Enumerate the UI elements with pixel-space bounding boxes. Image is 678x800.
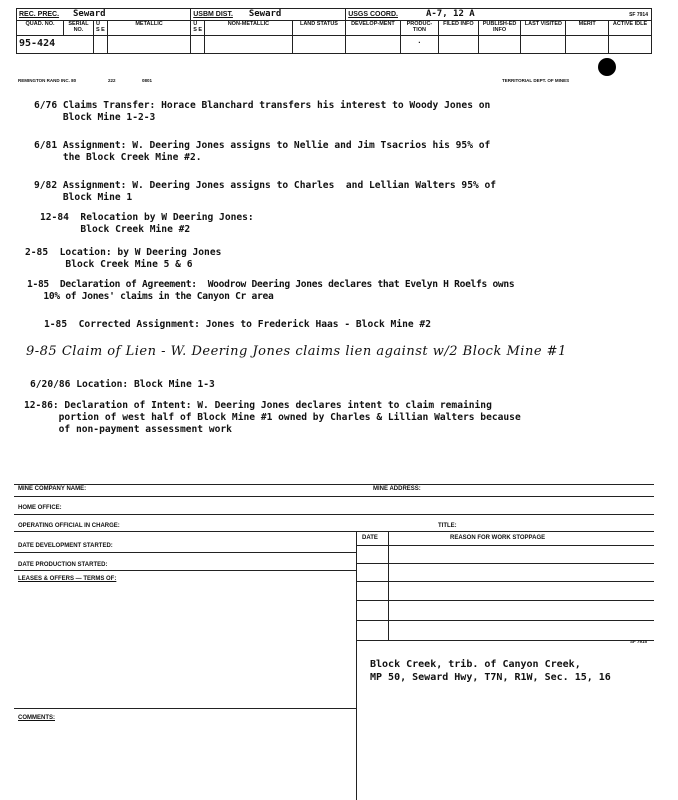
col-use-1: U S E	[93, 21, 107, 36]
col-nonmetallic: NON-METALLIC	[205, 21, 293, 36]
entry-12-84: 12-84 Relocation by W Deering Jones: Block Creek Mine #2	[40, 212, 254, 235]
location-description: Block Creek, trib. of Canyon Creek, MP 50, Seward Hwy, T7N, R1W, Sec. 15, 16	[370, 659, 611, 683]
usbm-dist-cell	[191, 9, 346, 21]
entry-6-81: 6/81 Assignment: W. Deering Jones assigns to Nellie and Jim Tsacrios his 95% of the Block Creek Mine #2.	[34, 140, 491, 163]
date-development-label: DATE DEVELOPMENT STARTED:	[18, 543, 113, 549]
ink-blot	[598, 58, 616, 76]
col-metallic: METALLIC	[107, 21, 190, 36]
col-active-idle: ACTIVE IDLE	[609, 21, 652, 36]
rec-prec-label: REC. PREC.	[19, 11, 60, 18]
rec-prec-value: Seward	[73, 9, 106, 19]
date-col-label: DATE	[362, 535, 378, 541]
comments-label: COMMENTS:	[18, 715, 55, 721]
entry-12-86: 12-86: Declaration of Intent: W. Deering Jones declares intent to claim remaining portion of west half of Block Mine #1 owned by Charles & Lillian Walters because of non-payment assessment work	[24, 400, 521, 435]
col-production: PRODUC-TION	[400, 21, 438, 36]
col-development: DEVELOP-MENT	[346, 21, 401, 36]
usgs-coord-value: A-7, 12 A	[425, 9, 475, 19]
usbm-dist-label: USBM DIST.	[193, 11, 233, 18]
col-serial: SERIAL NO.	[64, 21, 94, 36]
rec-prec-cell	[17, 9, 191, 21]
col-last-visited: LAST VISITED	[521, 21, 566, 36]
imprint-mid1: 222	[108, 78, 116, 83]
operating-official-label: OPERATING OFFICIAL IN CHARGE:	[18, 523, 120, 529]
form-id-2: SF 7915	[630, 639, 648, 644]
col-published-info: PUBLISH-ED INFO	[478, 21, 521, 36]
header-table: REC. PREC. Seward USBM DIST. Seward USGS COORD. A-7, 12 A SF 7914 QUAD. NO. SERIAL NO. U S E METALLIC U S E NON-METALLIC LAND STATUS DEVELOP-MENT PRODUC-TION FILED INFO PUBLISH-ED INFO LAST VISITED MERIT ACTIVE IDLE 95-424 .	[16, 8, 652, 54]
form-top-line	[14, 484, 654, 485]
quad-value-cell	[17, 36, 94, 54]
usbm-dist-value: Seward	[248, 9, 282, 19]
imprint-left: REMINGTON RAND INC. 80	[18, 78, 77, 83]
leases-label: LEASES & OFFERS — TERMS OF:	[18, 576, 117, 582]
entry-1-85-agreement: 1-85 Declaration of Agreement: Woodrow Deering Jones declares that Evelyn H Roelfs owns 10% of Jones' claims in the Canyon Cr area	[27, 279, 515, 302]
imprint-right: TERRITORIAL DEPT. OF MINES	[502, 78, 570, 83]
col-land-status: LAND STATUS	[292, 21, 345, 36]
entry-9-82: 9/82 Assignment: W. Deering Jones assigns to Charles and Lellian Walters 95% of Block Mine 1	[34, 180, 497, 203]
entry-6-76: 6/76 Claims Transfer: Horace Blanchard transfers his interest to Woody Jones on Block Mine 1-2-3	[34, 100, 491, 123]
mine-address-label: MINE ADDRESS:	[373, 486, 421, 492]
col-use-2: U S E	[191, 21, 205, 36]
entry-1-85-corrected: 1-85 Corrected Assignment: Jones to Frederick Haas - Block Mine #2	[44, 319, 431, 330]
col-quad: QUAD. NO.	[17, 21, 64, 36]
mine-company-label: MINE COMPANY NAME:	[18, 486, 87, 492]
form-id: SF 7914	[629, 12, 648, 18]
col-merit: MERIT	[566, 21, 609, 36]
col-filed-info: FILED INFO	[439, 21, 479, 36]
home-office-label: HOME OFFICE:	[18, 505, 62, 511]
active-idle-mark-cell	[609, 36, 652, 54]
handwritten-claim-of-lien: 9-85 Claim of Lien - W. Deering Jones claims lien against w/2 Block Mine #1	[26, 344, 567, 359]
entry-2-85: 2-85 Location: by W Deering Jones Block Creek Mine 5 & 6	[25, 247, 222, 270]
imprint-mid2: 0801	[142, 78, 153, 83]
quad-value: 95-424	[19, 38, 56, 49]
reason-col-label: REASON FOR WORK STOPPAGE	[450, 535, 546, 541]
date-production-label: DATE PRODUCTION STARTED:	[18, 562, 108, 568]
usgs-coord-cell	[346, 9, 652, 21]
entry-6-20-86: 6/20/86 Location: Block Mine 1-3	[30, 379, 215, 390]
title-label: TITLE:	[438, 523, 457, 529]
usgs-coord-label: USGS COORD.	[348, 11, 398, 18]
